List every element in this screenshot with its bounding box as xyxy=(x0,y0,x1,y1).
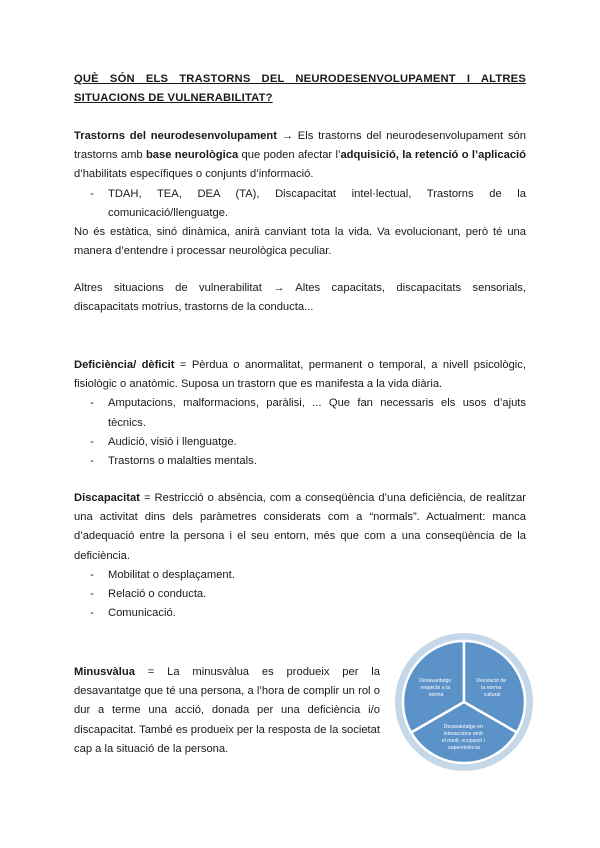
discapacitat-paragraph xyxy=(74,489,526,566)
minusvalua-text: = La minusvàlua es produeix per la desavantatge que té una persona, a l’hora de complir un rol o dur a terme una acció, donada per una deficiència i/o discapacitat. També es produeix per la resposta de la societat cap a la situació de la persona. xyxy=(74,666,380,755)
arrow: → xyxy=(276,130,298,142)
segment-line: respecte a la xyxy=(420,685,451,691)
minusvalua-paragraph xyxy=(74,663,380,759)
discapacitat-section xyxy=(74,489,526,623)
segment-line: interaccions amb xyxy=(443,731,483,737)
trastorns-list xyxy=(74,185,526,223)
trastorns-section xyxy=(74,127,526,261)
trastorns-paragraph xyxy=(74,127,526,185)
list-item: - Relació o conducta. xyxy=(74,585,526,604)
discapacitat-text: = Restricció o absència, com a conseqüència d’una deficiència, de realitzar una activitat dins dels paràmetres considerats com a “normals”. Actualment: manca d’adequació entre la persona i el seu entorn, més que com a una conseqüència de la deficiència. xyxy=(74,492,526,562)
segment-line: Desviació de xyxy=(476,678,507,684)
list-item: - Amputacions, malformacions, paràlisi, ... Que fan necessaris els usos d’ajuts tècnics. xyxy=(74,394,526,432)
discapacitat-list xyxy=(74,566,526,624)
trastorns-term: Trastorns del neurodesenvolupament xyxy=(74,130,277,142)
segment-line: cultural xyxy=(483,692,501,698)
minusvalua-section xyxy=(74,663,380,759)
deficiencia-paragraph xyxy=(74,356,526,394)
segment-line: Desavantatge xyxy=(419,678,452,684)
list-item: - Trastorns o malalties mentals. xyxy=(74,452,526,471)
altres-section xyxy=(74,279,526,317)
list-item: - Audició, visió i llenguatge. xyxy=(74,433,526,452)
segment-line: el medi, ocupació i xyxy=(441,738,485,744)
segment-line: norma xyxy=(428,692,444,698)
discapacitat-term: Discapacitat xyxy=(74,492,140,504)
segment-line: la norma xyxy=(481,685,502,691)
trastorns-note: No és estàtica, sinó dinàmica, anirà canviant tota la vida. Va evolucionant, però té una manera d’entendre i processar neurològica peculiar. xyxy=(74,226,526,258)
trastorns-bold-2: adquisició, la retenció o l’aplicació xyxy=(340,149,526,162)
deficiencia-term: Deficiència/ dèficit xyxy=(74,359,175,371)
segment-line: supervivència xyxy=(448,745,480,751)
list-item: - TDAH, TEA, DEA (TA), Discapacitat intel·lectual, Trastorns de la comunicació/llenguatge. xyxy=(74,185,526,223)
list-item: - Mobilitat o desplaçament. xyxy=(74,566,526,585)
list-item: - Comunicació. xyxy=(74,604,526,623)
deficiencia-section xyxy=(74,356,526,471)
minusvalua-term: Minusvàlua xyxy=(74,666,135,678)
cycle-diagram xyxy=(394,632,534,772)
trastorns-bold-1: base neurològica xyxy=(145,149,239,162)
trastorns-text-1: Els trastorns del neurodesenvolupament són trastorns amb xyxy=(74,130,526,162)
trastorns-text-3: d’habilitats específiques o conjunts d’informació. xyxy=(74,168,314,181)
deficiencia-list xyxy=(74,394,526,471)
segment-label-interaccions xyxy=(442,724,486,751)
segment-line: Desavantatge en xyxy=(443,724,483,730)
deficiencia-text: = Pèrdua o anormalitat, permanent o temporal, a nivell psicològic, fisiològic o anatòmic. Suposa un trastorn que es manifesta a la vida diària. xyxy=(74,359,526,391)
page-title: QUÈ SÓN ELS TRASTORNS DEL NEURODESENVOLUPAMENT I ALTRES SITUACIONS DE VULNERABILITAT? xyxy=(74,73,526,104)
trastorns-text-2: que poden afectar l’ xyxy=(238,149,341,162)
altres-paragraph: Altres situacions de vulnerabilitat → Altes capacitats, discapacitats sensorials, discapacitats motrius, trastorns de la conducta... xyxy=(74,282,526,314)
